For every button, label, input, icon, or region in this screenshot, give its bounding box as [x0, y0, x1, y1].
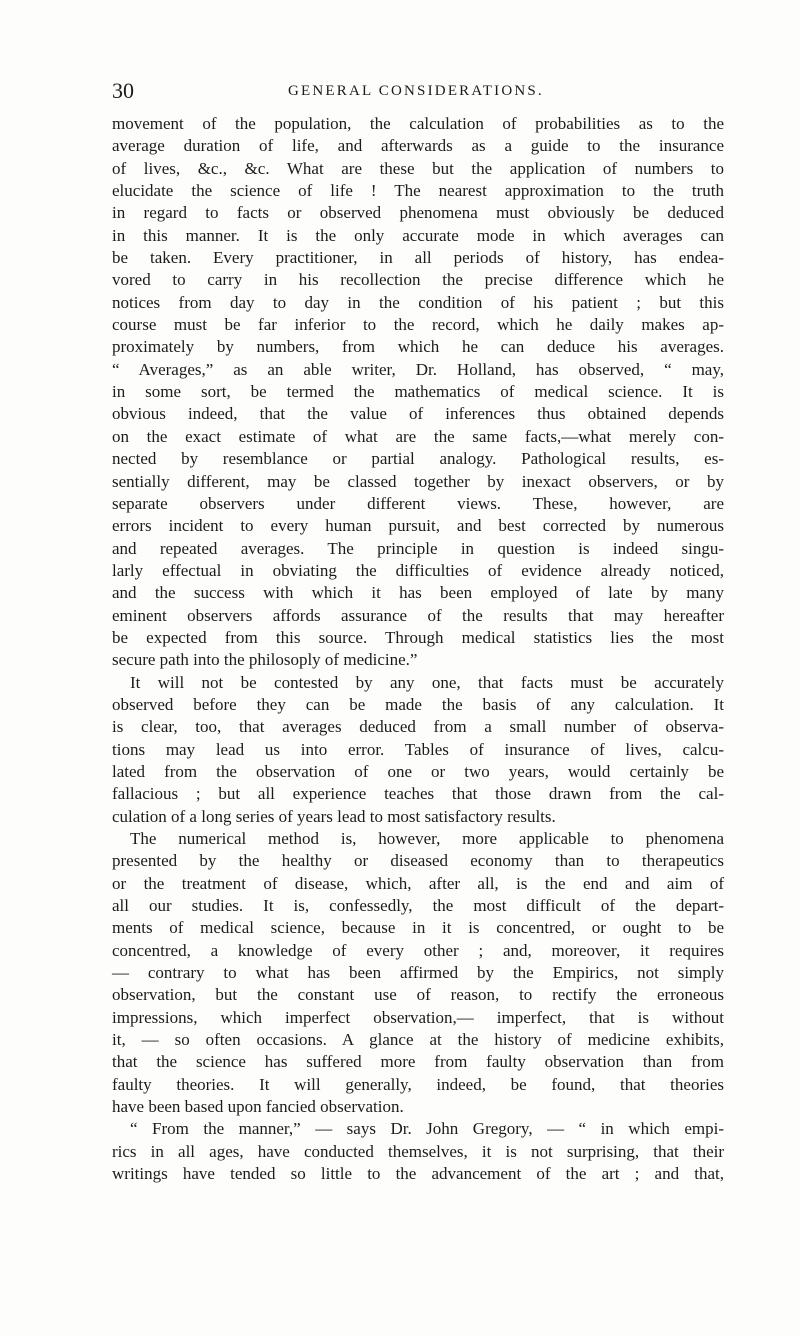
text-line: proximately by numbers, from which he can deduce his averages.	[112, 337, 724, 357]
text-line: secure path into the philosoply of medicine.”	[112, 650, 418, 670]
paragraph	[112, 113, 724, 672]
text-line: “ Averages,” as an able writer, Dr. Holland, has observed, “ may,	[112, 359, 724, 379]
text-line: — contrary to what has been affirmed by the Empirics, not simply	[112, 963, 724, 983]
text-line: all our studies. It is, confessedly, the most difficult of the depart-	[112, 896, 724, 916]
text-line: fallacious ; but all experience teaches that those drawn from the cal-	[112, 784, 724, 804]
text-line: be taken. Every practitioner, in all periods of history, has endea-	[112, 248, 724, 268]
text-line: tions may lead us into error. Tables of insurance of lives, calcu-	[112, 739, 724, 759]
text-line: eminent observers affords assurance of the results that may hereafter	[112, 605, 724, 625]
paragraph	[112, 672, 724, 828]
text-line: average duration of life, and afterwards as a guide to the insurance	[112, 136, 724, 156]
text-line: separate observers under different views. These, however, are	[112, 493, 724, 513]
text-line: in regard to facts or observed phenomena must obviously be deduced	[112, 203, 724, 223]
text-line: sentially different, may be classed together by inexact observers, or by	[112, 471, 724, 491]
text-line: ments of medical science, because in it is concentred, or ought to be	[112, 918, 724, 938]
text-line: errors incident to every human pursuit, and best corrected by numerous	[112, 516, 724, 536]
text-line: faulty theories. It will generally, indeed, be found, that theories	[112, 1074, 724, 1094]
paragraph	[112, 1118, 724, 1185]
body-text	[112, 113, 724, 1186]
text-line: concentred, a knowledge of every other ; and, moreover, it requires	[112, 940, 724, 960]
text-line: culation of a long series of years lead to most satisfactory results.	[112, 806, 556, 826]
text-line: “ From the manner,” — says Dr. John Gregory, — “ in which empi-	[130, 1119, 724, 1139]
text-line: lated from the observation of one or two years, would certainly be	[112, 761, 724, 781]
text-line: movement of the population, the calculation of probabilities as to the	[112, 114, 724, 133]
text-line: and the success with which it has been employed of late by many	[112, 583, 724, 603]
text-line: in some sort, be termed the mathematics of medical science. It is	[112, 382, 724, 402]
text-line: and repeated averages. The principle in question is indeed singu-	[112, 538, 724, 558]
paragraph	[112, 828, 724, 1118]
text-line: writings have tended so little to the advancement of the art ; and that,	[112, 1164, 724, 1184]
text-line: observation, but the constant use of reason, to rectify the erroneous	[112, 985, 724, 1005]
text-line: it, — so often occasions. A glance at the history of medicine exhibits,	[112, 1030, 724, 1050]
text-line: is clear, too, that averages deduced from a small number of observa-	[112, 717, 724, 737]
text-line: of lives, &c., &c. What are these but the application of numbers to	[112, 158, 724, 178]
text-line: that the science has suffered more from faulty observation than from	[112, 1052, 724, 1072]
text-line: obvious indeed, that the value of inferences thus obtained depends	[112, 404, 724, 424]
text-line: on the exact estimate of what are the same facts,—what merely con-	[112, 426, 724, 446]
text-line: or the treatment of disease, which, after all, is the end and aim of	[112, 873, 724, 893]
text-line: notices from day to day in the condition of his patient ; but this	[112, 292, 724, 312]
text-line: It will not be contested by any one, that facts must be accurately	[130, 672, 724, 692]
text-line: course must be far inferior to the record, which he daily makes ap-	[112, 315, 724, 335]
running-head: GENERAL CONSIDERATIONS.	[288, 83, 544, 99]
text-line: in this manner. It is the only accurate mode in which averages can	[112, 225, 724, 245]
text-line: The numerical method is, however, more applicable to phenomena	[130, 829, 724, 848]
text-line: have been based upon fancied observation.	[112, 1097, 404, 1117]
text-line: presented by the healthy or diseased economy than to therapeutics	[112, 851, 724, 871]
text-line: elucidate the science of life ! The nearest approximation to the truth	[112, 181, 724, 201]
text-line: be expected from this source. Through medical statistics lies the most	[112, 627, 724, 647]
page-number: 30	[112, 78, 134, 103]
text-line: rics in all ages, have conducted themselves, it is not surprising, that their	[112, 1141, 724, 1161]
page-header	[112, 80, 716, 102]
text-line: vored to carry in his recollection the precise difference which he	[112, 270, 724, 290]
text-line: larly effectual in obviating the difficulties of evidence already noticed,	[112, 560, 724, 580]
text-line: impressions, which imperfect observation,— imperfect, that is without	[112, 1007, 724, 1027]
text-line: observed before they can be made the basis of any calculation. It	[112, 694, 724, 714]
text-line: nected by resemblance or partial analogy. Pathological results, es-	[112, 449, 724, 469]
